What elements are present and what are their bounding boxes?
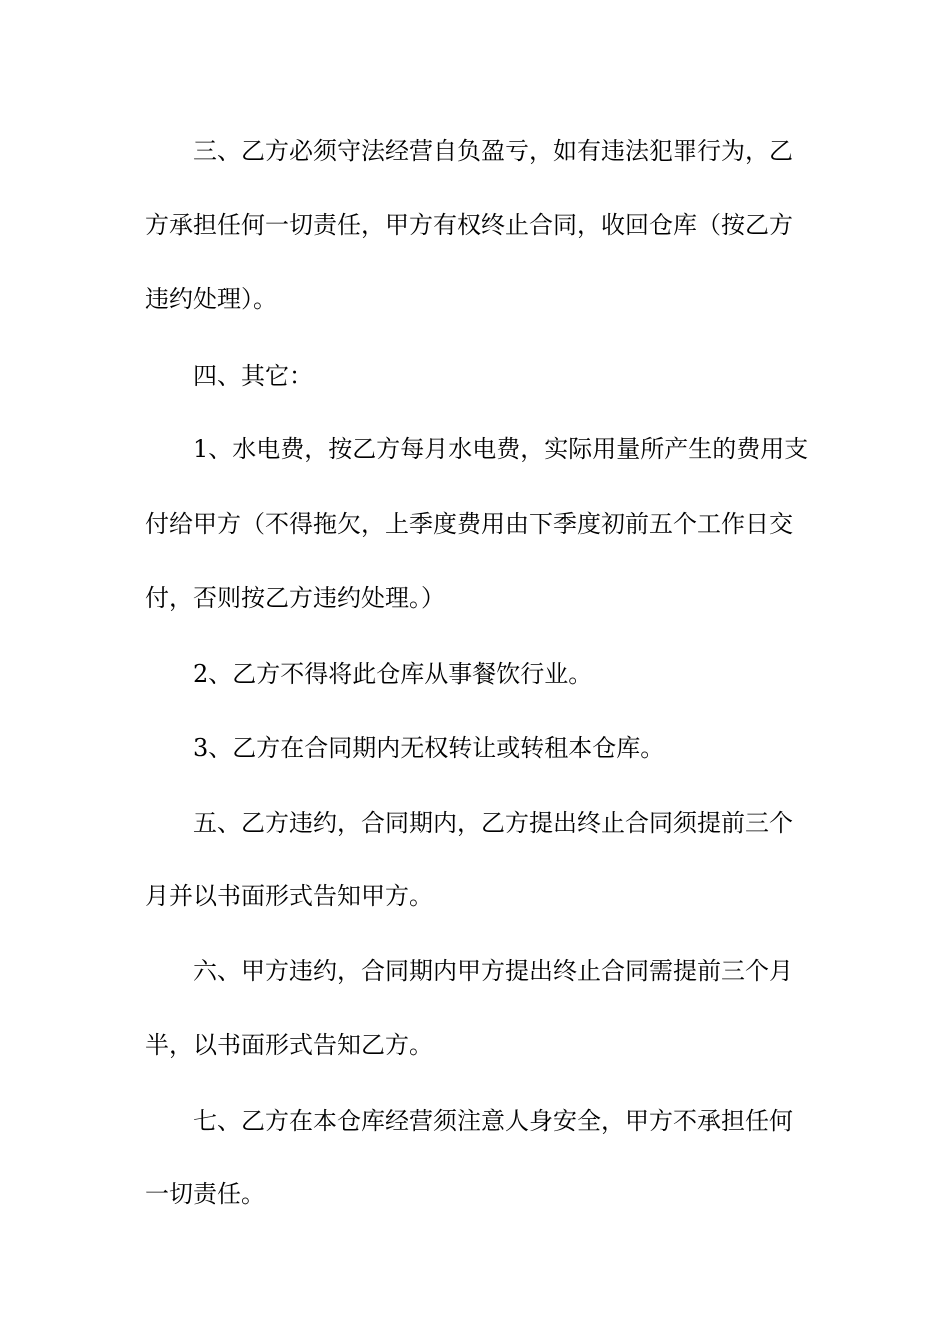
clause-3-line-2: 方承担任何一切责任，甲方有权终止合同，收回仓库（按乙方 <box>145 211 793 239</box>
item-2-line: 2、乙方不得将此仓库从事餐饮行业。 <box>193 660 593 688</box>
clause-7-line-1: 七、乙方在本仓库经营须注意人身安全，甲方不承担任何 <box>193 1107 793 1135</box>
clause-6-line-2: 半，以书面形式告知乙方。 <box>145 1031 433 1059</box>
item-1-line-3: 付，否则按乙方违约处理。） <box>145 584 445 612</box>
clause-3-line-1: 三、乙方必须守法经营自负盈亏，如有违法犯罪行为，乙 <box>193 137 793 165</box>
clause-3-line-3: 违约处理）。 <box>145 285 277 313</box>
clause-6-line-1: 六、甲方违约，合同期内甲方提出终止合同需提前三个月 <box>193 957 793 985</box>
item-1-line-1: 1、水电费，按乙方每月水电费，实际用量所产生的费用支 <box>193 435 809 463</box>
clause-5-line-1: 五、乙方违约，合同期内，乙方提出终止合同须提前三个 <box>193 809 793 837</box>
clause-4-heading: 四、其它： <box>193 362 313 390</box>
clause-5-line-2: 月并以书面形式告知甲方。 <box>145 882 433 910</box>
item-3-line: 3、乙方在合同期内无权转让或转租本仓库。 <box>193 734 665 762</box>
clause-7-line-2: 一切责任。 <box>145 1180 265 1208</box>
item-1-line-2: 付给甲方（不得拖欠，上季度费用由下季度初前五个工作日交 <box>145 510 793 538</box>
